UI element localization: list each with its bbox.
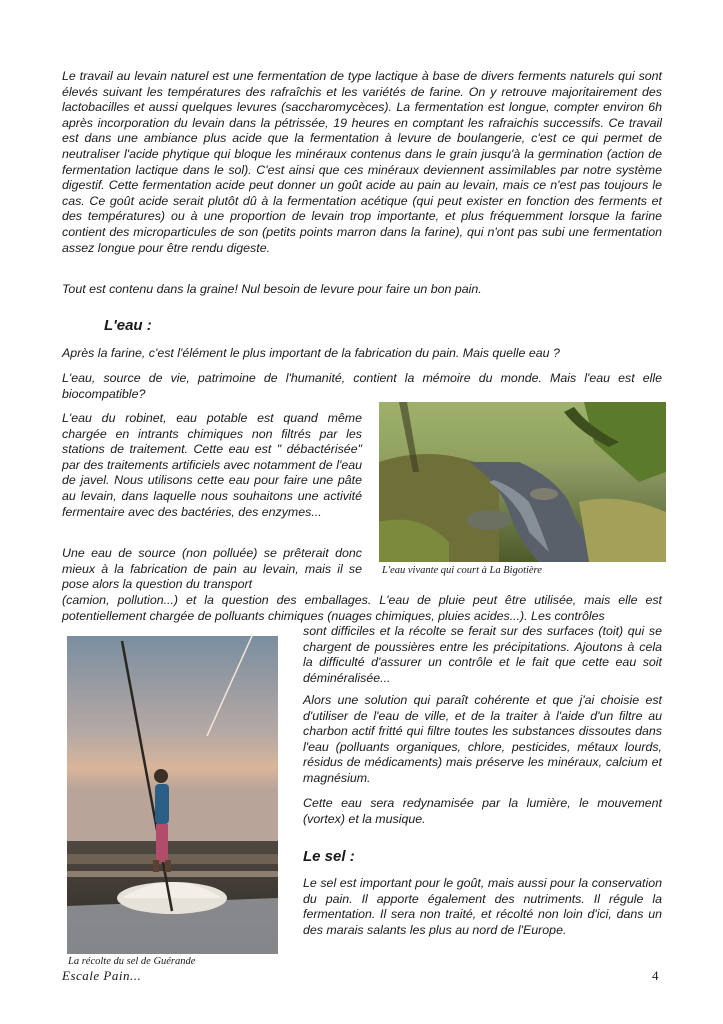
paragraph-tap-water: L'eau du robinet, eau potable est quand même chargée en intrants chimiques non filtrés par les stations de traitement. Cette eau est " débactérisée" par des traitements artificiels avec notamment de l'eau de javel. Nous utilisons cette eau pour faire une pâte au levain, dans laquelle nous souhaitons une activité fermentaire avec des bactéries, des enzymes... xyxy=(62,411,362,519)
footer-brand: Escale Pain... xyxy=(62,968,142,983)
paragraph-spring-water-b: (camion, pollution...) et la question des emballages. L'eau de pluie peut être utilisée, mais elle est potentiellement chargée de polluants chimiques (nuages chimiques, pluies acides...). Les contrôles xyxy=(62,593,662,623)
paragraph-redynamise: Cette eau sera redynamisée par la lumière, le mouvement (vortex) et la musique. xyxy=(303,796,662,826)
stream-image xyxy=(379,402,666,562)
paragraph-water-bio: L'eau, source de vie, patrimoine de l'humanité, contient la mémoire du monde. Mais l'eau est elle biocompatible? xyxy=(62,371,662,401)
paragraph-water-intro: Après la farine, c'est l'élément le plus important de la fabrication du pain. Mais quelle eau ? xyxy=(62,346,560,360)
paragraph-spring-water-a: Une eau de source (non polluée) se prêterait donc mieux à la fabrication de pain au levain, mais il se pose alors la question du transport xyxy=(62,546,362,592)
caption-stream: L'eau vivante qui court à La Bigotière xyxy=(382,565,542,576)
paragraph-spring-water-c: sont difficiles et la récolte se ferait sur des surfaces (toit) qui se chargent de poussières entre les précipitations. Ajoutons à cela la difficulté d'assurer un contrôle et le fait que cette eau soit déminéralisée... xyxy=(303,624,662,685)
paragraph-salt: Le sel est important pour le goût, mais aussi pour la conservation du pain. Il apporte également des nutriments. Il régule la fermentation. Il sera non traité, et récolté non loin d'ici, dans un des marais salants les plus au nord de l'Europe. xyxy=(303,876,662,937)
page-number: 4 xyxy=(652,968,659,983)
stream-photo xyxy=(379,402,666,562)
heading-salt: Le sel : xyxy=(303,848,355,865)
paragraph-filter: Alors une solution qui paraît cohérente et que j'ai choisie est d'utiliser de l'eau de ville, et de la traiter à l'aide d'un filtre au charbon actif fritté qui filtre toutes les substances dissoutes dans l'eau (polluants organiques, chlore, pesticides, métaux lourds, résidus de médicaments) mais préserve les minéraux, calcium et magnésium. xyxy=(303,693,662,785)
paragraph-levain: Le travail au levain naturel est une fermentation de type lactique à base de divers ferments naturels qui sont élevés suivant les températures des rafraîchis et les variétés de farine. On y retrouve majoritairement des lactobacilles et aussi quelques levures (saccharomycèces). La fermentation est longue, compter environ 6h après incorporation du levain dans la pétrissée, 19 heures en comptant les rafraichis successifs. Ce travail est dans une ambiance plus acide que la fermentation à levure de boulangerie, c'est ce qui permet de neutraliser l'acide phytique qui bloque les minéraux contenus dans le grain jusqu'à la germination (action de fermentation lactique dans le sol). C'est ainsi que ces minéraux deviennent assimilables par notre système digestif. Cette fermentation acide peut donner un goût acide au pain au levain, mais ce n'est pas toujours le cas. Ce goût acide serait plutôt dû à la fermentation acétique (qui peut exister en fonction des ferments et des températures) ou à une proportion de levain trop importante, et plus fréquemment lorsque la farine contient des microparticules de son (petits points marron dans la farine), qui n'ont pas subi une fermentation assez longue pour être rendu digeste. xyxy=(62,69,662,255)
salt-harvest-image xyxy=(67,636,278,954)
paragraph-graine: Tout est contenu dans la graine! Nul besoin de levure pour faire un bon pain. xyxy=(62,282,482,296)
caption-salt: La récolte du sel de Guérande xyxy=(68,956,196,967)
salt-harvest-photo xyxy=(67,636,278,954)
heading-water: L'eau : xyxy=(104,317,152,334)
